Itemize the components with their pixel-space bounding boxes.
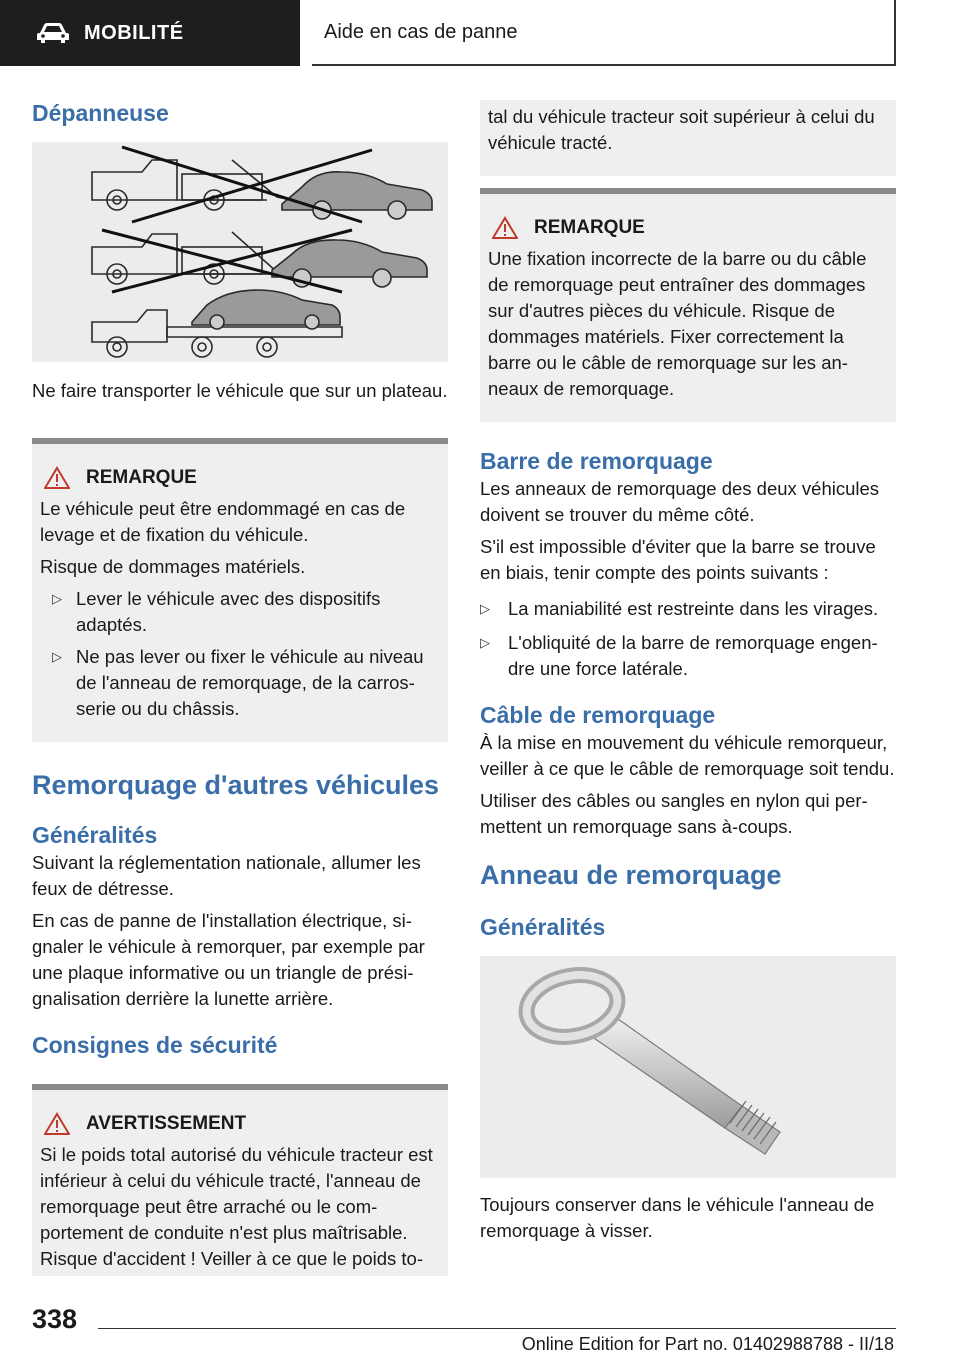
section-tab[interactable] bbox=[0, 0, 300, 66]
bullet-triangle-icon: ▷ bbox=[480, 601, 490, 616]
page-number: 338 bbox=[32, 1304, 78, 1334]
edition-text: Online Edition for Part no. 01402988788 - II/18 bbox=[521, 1334, 894, 1354]
bullet-triangle-icon: ▷ bbox=[52, 591, 62, 606]
warning-continued bbox=[480, 100, 896, 176]
caption-depanneuse: Ne faire transporter le véhicule que sur un plateau. bbox=[32, 380, 448, 401]
note-text: Risque de dommages matériels. bbox=[40, 556, 306, 577]
note-title: REMARQUE bbox=[86, 467, 197, 488]
footer-divider bbox=[98, 1328, 896, 1329]
page-header bbox=[0, 0, 960, 66]
paragraph: S'il est impossible d'éviter que la barre se trouve en biais, tenir compte des points suivants : bbox=[480, 536, 876, 583]
heading-consignes: Consignes de sécurité bbox=[32, 1032, 278, 1058]
list-item: ▷ Ne pas lever ou fixer le véhicule au niveau de l'anneau de remorquage, de la carrosserie ou du châssis. bbox=[40, 644, 440, 722]
paragraph: Utiliser des câbles ou sangles en nylon qui permettent un remorquage sans à-coups. bbox=[480, 790, 868, 837]
tow-truck-illustration bbox=[32, 142, 448, 362]
page-footer bbox=[0, 1290, 960, 1362]
warning-text: tal du véhicule tracteur soit supérieur à celui du véhicule tracté. bbox=[488, 106, 875, 153]
warning-triangle-icon bbox=[44, 466, 70, 490]
warning-box bbox=[32, 1084, 448, 1276]
note-box-2 bbox=[480, 188, 896, 422]
note-text: Une fixation incorrecte de la barre ou du câble de remorquage peut entraîner des dommages sur d'autres pièces du véhicule. Risque de dommages matériels. Fixer correctement la barre ou le câble de remorquage sur les anneaux de remorquage. bbox=[488, 248, 867, 399]
warning-triangle-icon bbox=[492, 216, 518, 240]
note-text: Le véhicule peut être endommagé en cas de levage et de fixation du véhicule. bbox=[40, 498, 406, 545]
car-icon bbox=[36, 21, 70, 45]
heading-generalites: Généralités bbox=[32, 822, 158, 848]
bullet-triangle-icon: ▷ bbox=[52, 649, 62, 664]
chapter-title: Aide en cas de panne bbox=[312, 0, 896, 66]
note-header bbox=[488, 216, 888, 240]
section-label: MOBILITÉ bbox=[84, 21, 184, 44]
tow-eye-illustration bbox=[480, 956, 896, 1178]
right-column bbox=[480, 100, 896, 1244]
bullet-triangle-icon: ▷ bbox=[480, 635, 490, 650]
paragraph: En cas de panne de l'installation électrique, signaler le véhicule à remorquer, par exemple par une plaque informative ou un triangle de présignalisation derrière la lunette arrière. bbox=[32, 910, 425, 1009]
heading-generalites-2: Généralités bbox=[480, 914, 606, 940]
list-item: ▷ L'obliquité de la barre de remorquage engendre une force latérale. bbox=[480, 630, 896, 682]
note-header bbox=[40, 466, 440, 490]
note-title: REMARQUE bbox=[534, 217, 645, 238]
note-box-1 bbox=[32, 438, 448, 742]
heading-remorquage: Remorquage d'autres véhicules bbox=[32, 770, 440, 800]
heading-cable: Câble de remorquage bbox=[480, 702, 716, 728]
tow-truck-icon bbox=[32, 142, 448, 362]
tow-eye-icon bbox=[480, 956, 896, 1178]
warning-title: AVERTISSEMENT bbox=[86, 1113, 247, 1134]
paragraph: À la mise en mouvement du véhicule remorqueur, veiller à ce que le câble de remorquage soit tendu. bbox=[480, 732, 895, 779]
heading-depanneuse: Dépanneuse bbox=[32, 100, 169, 126]
warning-text: Si le poids total autorisé du véhicule tracteur est inférieur à celui du véhicule tracté, l'anneau de remorquage peut être arraché ou le comportement de conduite n'est plus maîtrisable. Risque d'accident ! Veiller à ce que le poids to- bbox=[40, 1144, 433, 1269]
caption-anneau: Toujours conserver dans le véhicule l'anneau de remorquage à visser. bbox=[480, 1194, 875, 1241]
left-column bbox=[32, 98, 448, 1276]
paragraph: Suivant la réglementation nationale, allumer les feux de détresse. bbox=[32, 852, 421, 899]
warning-triangle-icon bbox=[44, 1112, 70, 1136]
list-item: ▷ La maniabilité est restreinte dans les virages. bbox=[480, 596, 896, 622]
paragraph: Les anneaux de remorquage des deux véhicules doivent se trouver du même côté. bbox=[480, 478, 880, 525]
warning-header bbox=[40, 1112, 440, 1136]
heading-barre: Barre de remorquage bbox=[480, 448, 713, 474]
list-item: ▷ Lever le véhicule avec des dispositifs adaptés. bbox=[40, 586, 440, 638]
heading-anneau: Anneau de remorquage bbox=[480, 860, 782, 890]
